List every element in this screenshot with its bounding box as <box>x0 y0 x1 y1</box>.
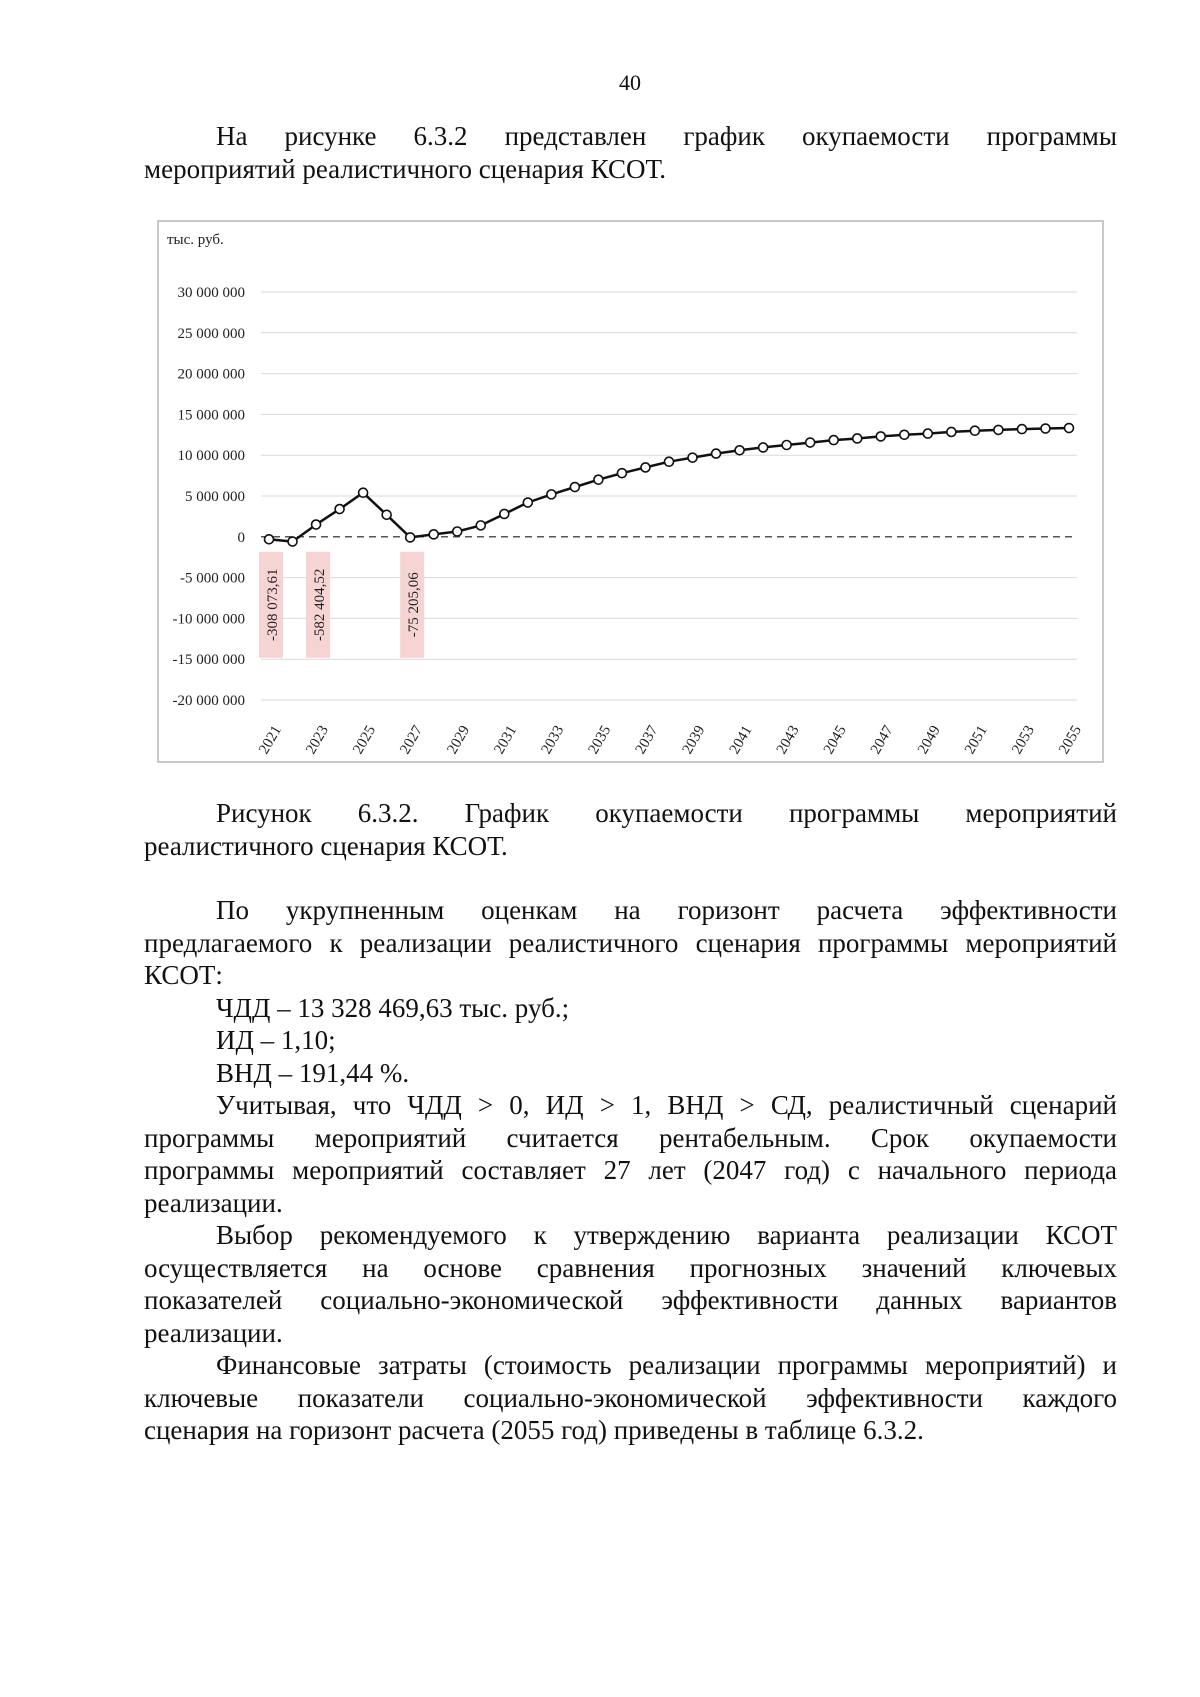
intro-line-2: мероприятий реалистичного сценария КСОТ. <box>144 153 667 184</box>
y-tick-label: 15 000 000 <box>177 407 245 424</box>
x-tick-label: 2045 <box>820 723 850 757</box>
data-point <box>1017 425 1026 434</box>
x-tick-label: 2039 <box>679 723 709 757</box>
y-tick-label: 20 000 000 <box>177 366 245 383</box>
data-point <box>594 475 603 484</box>
y-axis-unit-label: тыс. руб. <box>167 232 224 248</box>
data-point <box>876 432 885 441</box>
data-point <box>688 453 697 462</box>
y-tick-label: 25 000 000 <box>177 325 245 342</box>
intro-line-1: На рисунке 6.3.2 представлен график окупаемости программы <box>216 121 1117 151</box>
data-point <box>523 498 532 507</box>
data-point <box>759 443 768 452</box>
body-text <box>144 894 1117 1447</box>
x-tick-label: 2051 <box>961 723 991 757</box>
x-tick-label: 2041 <box>726 723 756 757</box>
x-tick-label: 2055 <box>1056 723 1085 757</box>
data-point <box>570 483 579 492</box>
data-point <box>853 434 862 443</box>
y-tick-label: -15 000 000 <box>172 652 245 669</box>
data-point <box>712 449 721 458</box>
p1-line-3: КСОТ: <box>144 960 223 990</box>
data-point <box>500 509 509 518</box>
data-point <box>735 446 744 455</box>
payback-chart <box>157 220 1104 763</box>
data-point <box>547 490 556 499</box>
p4-line-1: Финансовые затраты (стоимость реализации программы мероприятий) и <box>216 1350 1117 1380</box>
p4-line-3: сценария на горизонт расчета (2055 год) приведены в таблице 6.3.2. <box>144 1415 924 1445</box>
p3-line-2: осуществляется на основе сравнения прогнозных значений ключевых <box>144 1252 1117 1283</box>
p2-line-2: программы мероприятий считается рентабельным. Срок окупаемости <box>144 1122 1117 1153</box>
annotation-label: -75 205,06 <box>406 572 423 638</box>
x-tick-label: 2023 <box>303 723 333 757</box>
chart-svg <box>159 222 1102 761</box>
series-line <box>269 428 1069 542</box>
x-tick-label: 2037 <box>632 723 662 757</box>
p4-line-2: ключевые показатели социально-экономической эффективности каждого <box>144 1382 1117 1413</box>
p2-line-1: Учитывая, что ЧДД > 0, ИД > 1, ВНД > СД, реалистичный сценарий <box>216 1090 1117 1120</box>
data-point <box>900 430 909 439</box>
data-point <box>829 436 838 445</box>
p1-line-2: предлагаемого к реализации реалистичного сценария программы мероприятий <box>144 927 1117 958</box>
data-point <box>288 537 297 546</box>
x-tick-label: 2029 <box>444 723 474 757</box>
irr-item: ВНД – 191,44 %. <box>216 1057 410 1088</box>
p2-line-4: реализации. <box>144 1187 283 1218</box>
annotation-label: -582 404,52 <box>312 568 329 642</box>
x-tick-label: 2021 <box>256 723 285 757</box>
p3-line-3: показателей социально-экономической эффективности данных вариантов <box>144 1285 1117 1315</box>
caption-line-1: Рисунок 6.3.2. График окупаемости программы мероприятий <box>216 798 1117 828</box>
data-point <box>1041 424 1050 433</box>
figure-caption <box>144 797 1117 862</box>
y-tick-label: 0 <box>237 529 245 546</box>
p2-line-3: программы мероприятий составляет 27 лет (2047 год) с начального периода <box>144 1155 1117 1185</box>
p3-line-1: Выбор рекомендуемого к утверждению варианта реализации КСОТ <box>216 1220 1117 1250</box>
data-point <box>476 521 485 530</box>
x-tick-label: 2027 <box>397 723 427 757</box>
data-point <box>617 469 626 478</box>
y-tick-label: -10 000 000 <box>172 611 245 628</box>
y-tick-label: 5 000 000 <box>185 489 245 505</box>
p1-line-1: По укрупненным оценкам на горизонт расчета эффективности <box>216 895 1117 925</box>
intro-paragraph <box>144 120 1117 185</box>
data-point <box>665 457 674 466</box>
caption-line-2: реалистичного сценария КСОТ. <box>144 830 508 861</box>
data-point <box>382 510 391 519</box>
data-point <box>782 441 791 450</box>
data-point <box>994 425 1003 434</box>
y-tick-label: -5 000 000 <box>180 570 245 587</box>
data-point <box>641 463 650 472</box>
npv-item: ЧДД – 13 328 469,63 тыс. руб.; <box>216 992 570 1023</box>
y-tick-label: -20 000 000 <box>172 693 245 709</box>
x-tick-label: 2049 <box>914 723 944 757</box>
y-tick-label: 30 000 000 <box>177 285 245 301</box>
annotation-label: -308 073,61 <box>265 568 281 642</box>
x-tick-label: 2025 <box>350 723 380 757</box>
x-tick-label: 2035 <box>585 723 615 757</box>
data-point <box>923 429 932 438</box>
data-point <box>359 488 368 497</box>
data-point <box>970 426 979 435</box>
x-tick-label: 2047 <box>867 723 897 757</box>
data-point <box>312 520 321 529</box>
x-tick-label: 2033 <box>538 723 568 757</box>
data-point <box>265 535 274 544</box>
data-point <box>429 530 438 539</box>
data-point <box>947 427 956 436</box>
x-tick-label: 2031 <box>491 723 521 757</box>
data-point <box>453 527 462 536</box>
pi-item: ИД – 1,10; <box>216 1025 336 1055</box>
data-point <box>335 505 344 514</box>
data-point <box>806 438 815 447</box>
x-tick-label: 2043 <box>773 723 803 757</box>
data-point <box>406 533 415 542</box>
y-tick-label: 10 000 000 <box>177 448 245 465</box>
p3-line-4: реализации. <box>144 1317 283 1348</box>
data-point <box>1065 424 1074 433</box>
page-number: 40 <box>619 70 641 95</box>
x-tick-label: 2053 <box>1009 723 1038 757</box>
